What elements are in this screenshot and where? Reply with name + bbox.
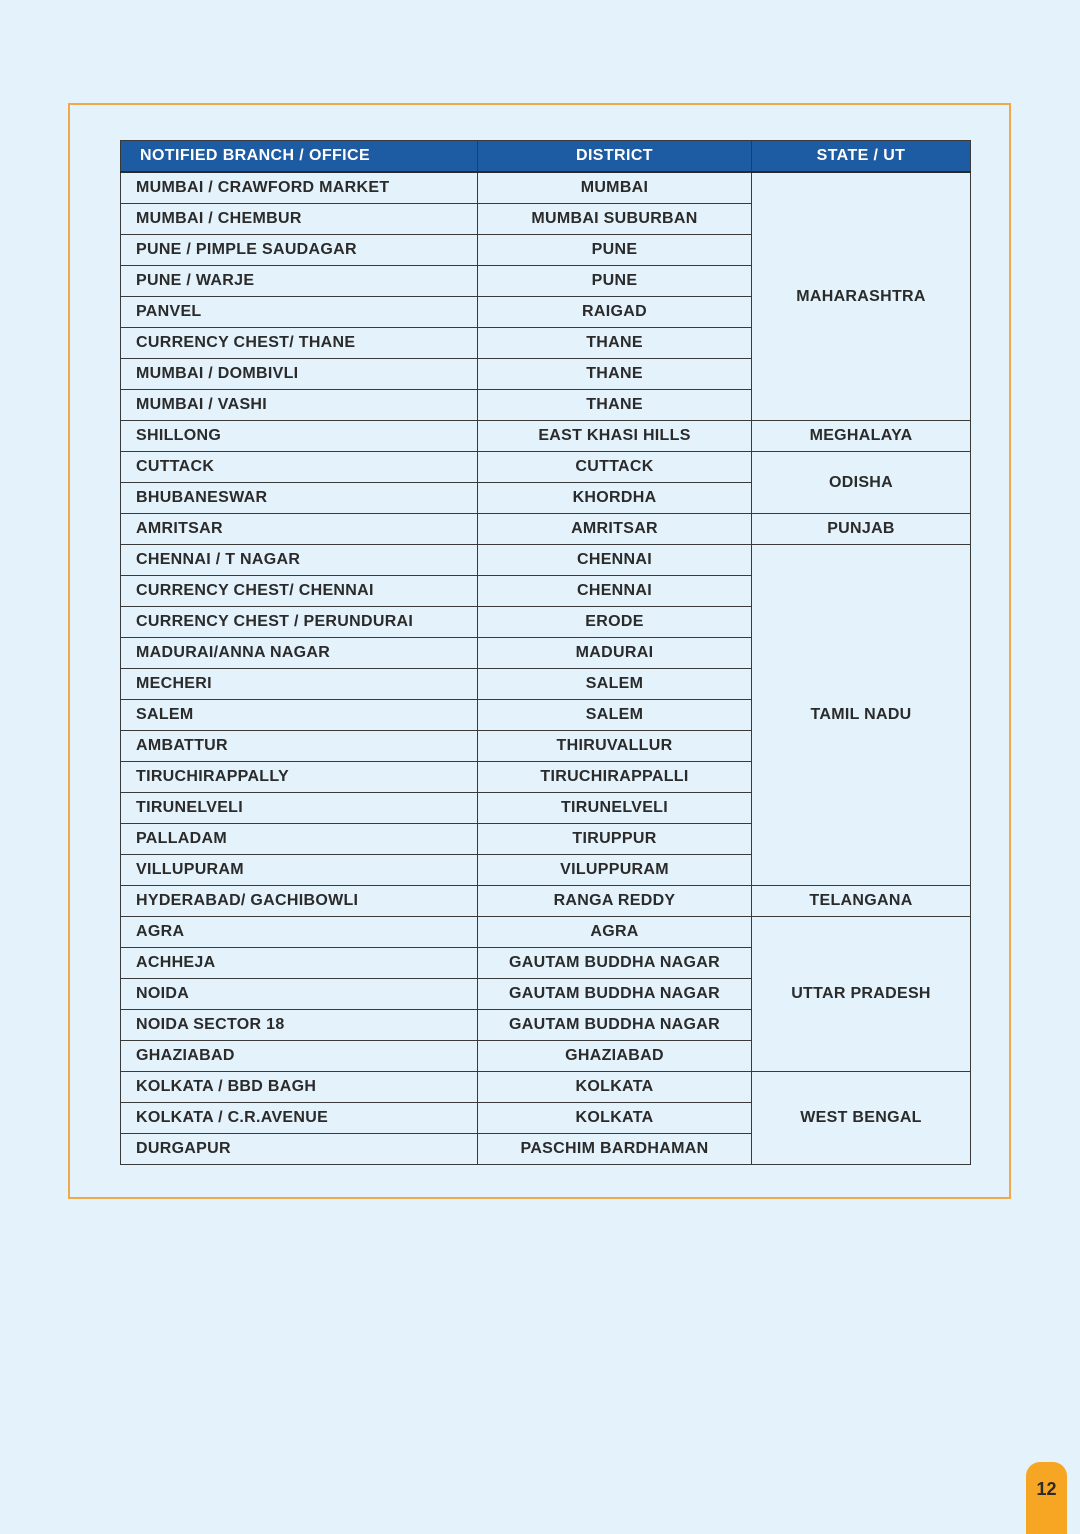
district-cell: CHENNAI: [478, 545, 752, 576]
page-number-tab: [1026, 1462, 1067, 1534]
district-cell: GAUTAM BUDDHA NAGAR: [478, 1010, 752, 1041]
branch-cell: TIRUNELVELI: [121, 793, 478, 824]
district-cell: PUNE: [478, 266, 752, 297]
district-cell: TIRUNELVELI: [478, 793, 752, 824]
column-header-state: STATE / UT: [752, 141, 971, 173]
column-header-district: DISTRICT: [478, 141, 752, 173]
branch-cell: NOIDA: [121, 979, 478, 1010]
district-cell: MUMBAI SUBURBAN: [478, 204, 752, 235]
branch-cell: AGRA: [121, 917, 478, 948]
district-cell: VILUPPURAM: [478, 855, 752, 886]
branch-cell: BHUBANESWAR: [121, 483, 478, 514]
branch-cell: MUMBAI / DOMBIVLI: [121, 359, 478, 390]
branch-cell: AMRITSAR: [121, 514, 478, 545]
branch-cell: TIRUCHIRAPPALLY: [121, 762, 478, 793]
table-header-row: [121, 141, 971, 173]
district-cell: KHORDHA: [478, 483, 752, 514]
column-header-branch: NOTIFIED BRANCH / OFFICE: [121, 141, 478, 173]
branch-cell: PANVEL: [121, 297, 478, 328]
branch-cell: GHAZIABAD: [121, 1041, 478, 1072]
branch-cell: DURGAPUR: [121, 1134, 478, 1165]
branch-cell: MUMBAI / CRAWFORD MARKET: [121, 172, 478, 204]
table-row: [121, 421, 971, 452]
district-cell: THANE: [478, 390, 752, 421]
district-cell: MUMBAI: [478, 172, 752, 204]
branch-cell: HYDERABAD/ GACHIBOWLI: [121, 886, 478, 917]
branch-cell: PUNE / PIMPLE SAUDAGAR: [121, 235, 478, 266]
district-cell: THANE: [478, 359, 752, 390]
branch-cell: CHENNAI / T NAGAR: [121, 545, 478, 576]
district-cell: KOLKATA: [478, 1103, 752, 1134]
branch-cell: MECHERI: [121, 669, 478, 700]
state-cell: UTTAR PRADESH: [752, 917, 971, 1072]
table-row: [121, 917, 971, 948]
district-cell: THIRUVALLUR: [478, 731, 752, 762]
table-row: [121, 172, 971, 204]
state-cell: TAMIL NADU: [752, 545, 971, 886]
branch-cell: PUNE / WARJE: [121, 266, 478, 297]
state-cell: MEGHALAYA: [752, 421, 971, 452]
table-row: [121, 545, 971, 576]
table-row: [121, 886, 971, 917]
district-cell: RAIGAD: [478, 297, 752, 328]
state-cell: ODISHA: [752, 452, 971, 514]
branch-cell: CURRENCY CHEST/ CHENNAI: [121, 576, 478, 607]
table-row: [121, 1072, 971, 1103]
branch-cell: CURRENCY CHEST/ THANE: [121, 328, 478, 359]
table-row: [121, 452, 971, 483]
table-row: [121, 514, 971, 545]
district-cell: TIRUCHIRAPPALLI: [478, 762, 752, 793]
state-cell: PUNJAB: [752, 514, 971, 545]
branch-cell: KOLKATA / C.R.AVENUE: [121, 1103, 478, 1134]
branch-cell: NOIDA SECTOR 18: [121, 1010, 478, 1041]
district-cell: PASCHIM BARDHAMAN: [478, 1134, 752, 1165]
table-body: [121, 172, 971, 1165]
district-cell: GHAZIABAD: [478, 1041, 752, 1072]
branch-cell: KOLKATA / BBD BAGH: [121, 1072, 478, 1103]
district-cell: PUNE: [478, 235, 752, 266]
district-cell: ERODE: [478, 607, 752, 638]
district-cell: CUTTACK: [478, 452, 752, 483]
district-cell: EAST KHASI HILLS: [478, 421, 752, 452]
branch-cell: ACHHEJA: [121, 948, 478, 979]
branch-cell: MUMBAI / VASHI: [121, 390, 478, 421]
district-cell: GAUTAM BUDDHA NAGAR: [478, 979, 752, 1010]
district-cell: KOLKATA: [478, 1072, 752, 1103]
branch-cell: PALLADAM: [121, 824, 478, 855]
district-cell: THANE: [478, 328, 752, 359]
branch-cell: VILLUPURAM: [121, 855, 478, 886]
branch-cell: CURRENCY CHEST / PERUNDURAI: [121, 607, 478, 638]
state-cell: MAHARASHTRA: [752, 172, 971, 421]
district-cell: TIRUPPUR: [478, 824, 752, 855]
district-cell: GAUTAM BUDDHA NAGAR: [478, 948, 752, 979]
district-cell: SALEM: [478, 700, 752, 731]
state-cell: WEST BENGAL: [752, 1072, 971, 1165]
branch-cell: SHILLONG: [121, 421, 478, 452]
page-number: 12: [1036, 1479, 1057, 1499]
branch-cell: SALEM: [121, 700, 478, 731]
district-cell: AMRITSAR: [478, 514, 752, 545]
branch-cell: AMBATTUR: [121, 731, 478, 762]
district-cell: AGRA: [478, 917, 752, 948]
branch-table: [120, 140, 971, 1165]
district-cell: SALEM: [478, 669, 752, 700]
district-cell: MADURAI: [478, 638, 752, 669]
branch-cell: MADURAI/ANNA NAGAR: [121, 638, 478, 669]
state-cell: TELANGANA: [752, 886, 971, 917]
district-cell: RANGA REDDY: [478, 886, 752, 917]
branch-cell: MUMBAI / CHEMBUR: [121, 204, 478, 235]
district-cell: CHENNAI: [478, 576, 752, 607]
branch-cell: CUTTACK: [121, 452, 478, 483]
